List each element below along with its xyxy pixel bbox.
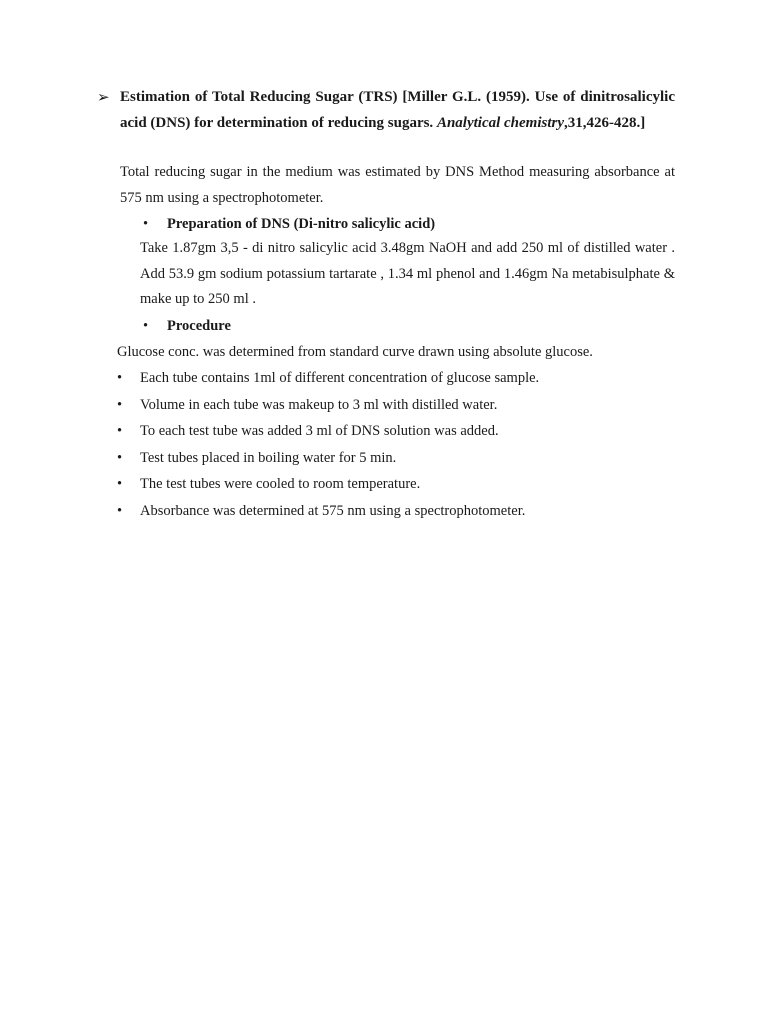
heading-journal-name: Analytical chemistry	[436, 115, 565, 131]
list-item-text: Each tube contains 1ml of different concentration of glucose sample.	[140, 370, 540, 386]
bullet-icon: •	[117, 370, 123, 386]
procedure-intro: Glucose conc. was determined from standard curve drawn using absolute glucose.	[117, 344, 593, 360]
arrow-bullet-icon: ➢	[97, 90, 110, 106]
heading-title-citation: Estimation of Total Reducing Sugar (TRS) [Miller G.L. (1959). Use of dinitrosalicylic acid (DNS) for determination of reducing sugars.	[120, 89, 675, 131]
bullet-icon: •	[117, 449, 123, 466]
section-heading	[97, 84, 675, 136]
list-item	[117, 472, 687, 499]
bullet-icon: •	[117, 502, 123, 519]
procedure-title: Procedure	[167, 318, 231, 334]
bullet-icon: •	[143, 318, 149, 334]
list-item	[117, 393, 687, 420]
list-item	[117, 419, 687, 446]
list-item	[117, 499, 687, 526]
section-heading-text	[120, 84, 675, 136]
list-item-text: To each test tube was added 3 ml of DNS solution was added.	[140, 423, 499, 440]
bullet-icon: •	[117, 396, 123, 413]
list-item	[117, 446, 687, 473]
bullet-icon: •	[117, 476, 123, 493]
list-item-text: The test tubes were cooled to room temperature.	[140, 476, 421, 493]
preparation-paragraph: Take 1.87gm 3,5 - di nitro salicylic acid 3.48gm NaOH and add 250 ml of distilled water . Add 53.9 gm sodium potassium tartarate , 1.34 ml phenol and 1.46gm Na metabisulphate & make up to 250 ml .	[140, 240, 675, 307]
list-item-text: Test tubes placed in boiling water for 5 min.	[140, 449, 397, 466]
list-item	[117, 366, 687, 393]
preparation-heading	[143, 212, 683, 236]
bullet-icon: •	[117, 423, 123, 440]
list-item-text: Absorbance was determined at 575 nm using a spectrophotometer.	[140, 502, 526, 519]
intro-paragraph: Total reducing sugar in the medium was estimated by DNS Method measuring absorbance at 575 nm using a spectrophotometer.	[120, 164, 675, 206]
heading-journal-reference: ,31,426-428.]	[564, 115, 646, 131]
procedure-steps-list	[117, 366, 687, 526]
list-item-text: Volume in each tube was makeup to 3 ml with distilled water.	[140, 396, 498, 413]
procedure-heading	[143, 314, 443, 338]
preparation-title: Preparation of DNS (Di-nitro salicylic acid)	[167, 216, 436, 232]
bullet-icon: •	[143, 216, 149, 232]
